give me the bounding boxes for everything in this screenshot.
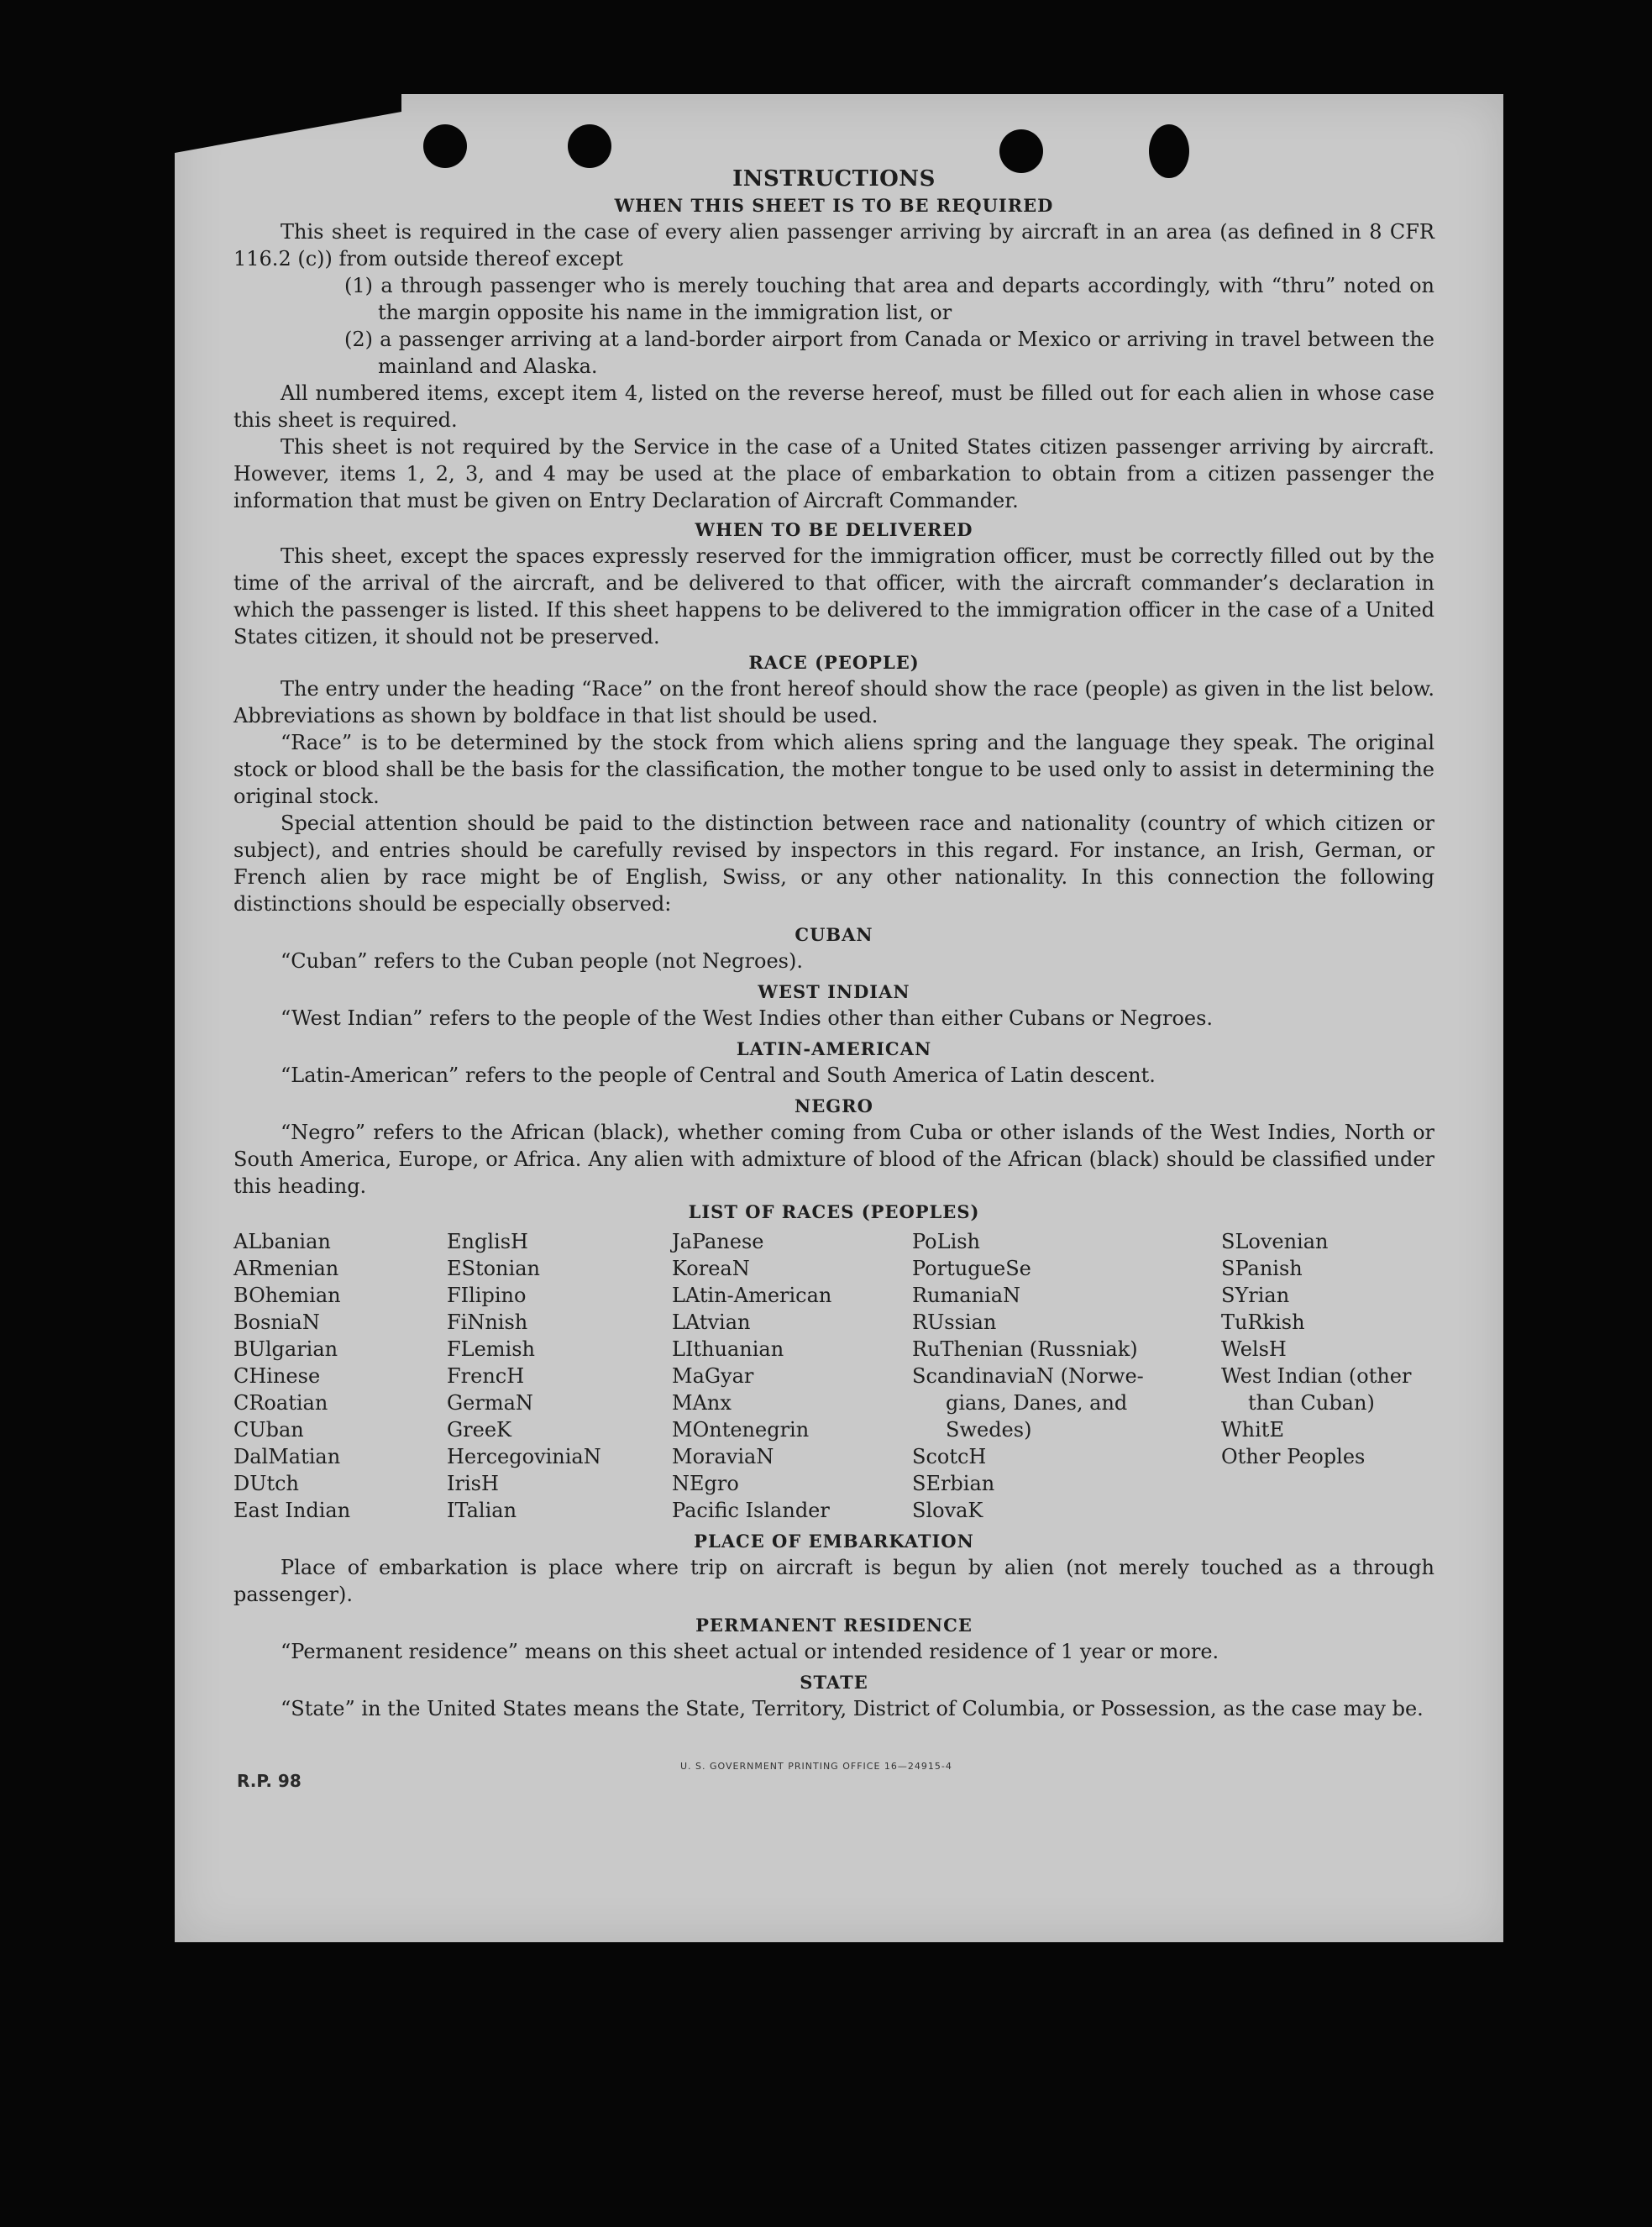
paragraph: The entry under the heading “Race” on the front hereof should show the race (people) as given in the list below. Abbreviations as shown by boldface in that list should be used. xyxy=(233,677,1434,727)
race-item: CUban xyxy=(233,1418,304,1442)
race-item: CRoatian xyxy=(233,1391,328,1415)
race-item: East Indian xyxy=(233,1499,351,1522)
race-item: TuRkish xyxy=(1221,1310,1305,1334)
race-item: DUtch xyxy=(233,1472,300,1495)
races-table xyxy=(233,1228,1411,1524)
race-item: SYrian xyxy=(1221,1284,1290,1307)
race-item: FIlipino xyxy=(447,1284,527,1307)
race-item: MaGyar xyxy=(672,1364,754,1388)
race-item: MOntenegrin xyxy=(672,1418,810,1442)
paragraph: “Cuban” refers to the Cuban people (not Negroes). xyxy=(281,949,803,973)
torn-corner xyxy=(175,94,401,153)
race-item: BOhemian xyxy=(233,1284,341,1307)
paragraph: “Race” is to be determined by the stock from which aliens spring and the language they speak. The original stock or blood shall be the basis for the classification, the mother tongue to be used only to assist in determining the original stock. xyxy=(233,731,1434,808)
race-item: GreeK xyxy=(447,1418,511,1442)
heading-when-delivered: WHEN TO BE DELIVERED xyxy=(695,519,973,540)
race-item: HercegoviniaN xyxy=(447,1445,601,1468)
heading-when-required: WHEN THIS SHEET IS TO BE REQUIRED xyxy=(614,195,1054,216)
punch-hole-1 xyxy=(423,124,467,168)
heading-state: STATE xyxy=(800,1672,868,1693)
heading-place-of-embarkation: PLACE OF EMBARKATION xyxy=(694,1531,974,1552)
race-item: EStonian xyxy=(447,1257,540,1280)
races-column-5 xyxy=(1221,1228,1411,1524)
race-item: BUlgarian xyxy=(233,1337,338,1361)
exception-item-1: (1) a through passenger who is merely touching that area and departs accordingly, with “thru” noted on the margin opposite his name in the immigration list, or xyxy=(344,274,1434,324)
race-item: gians, Danes, and xyxy=(946,1391,1128,1415)
paragraph: Place of embarkation is place where trip on aircraft is begun by alien (not merely touched as a through passenger). xyxy=(233,1556,1434,1606)
heading-list-of-races: LIST OF RACES (PEOPLES) xyxy=(688,1201,980,1222)
race-item: RuThenian (Russniak) xyxy=(912,1337,1138,1361)
races-column-2 xyxy=(447,1228,672,1524)
race-item: SlovaK xyxy=(912,1499,983,1522)
race-item: LAtvian xyxy=(672,1310,751,1334)
form-number: R.P. 98 xyxy=(237,1771,302,1791)
race-item: EnglisH xyxy=(447,1230,528,1253)
race-item: KoreaN xyxy=(672,1257,750,1280)
paragraph: “West Indian” refers to the people of the West Indies other than either Cubans or Negroes. xyxy=(281,1006,1214,1030)
race-item: ScotcH xyxy=(912,1445,987,1468)
race-item: PortugueSe xyxy=(912,1257,1031,1280)
race-item: Other Peoples xyxy=(1221,1445,1366,1468)
race-item: RUssian xyxy=(912,1310,997,1334)
paragraph: This sheet is not required by the Service in the case of a United States citizen passenger arriving by aircraft. However, items 1, 2, 3, and 4 may be used at the place of embarkation to obtain from a citizen passenger the information that must be given on Entry Declaration of Aircraft Commander. xyxy=(233,435,1434,512)
race-item: DalMatian xyxy=(233,1445,341,1468)
race-item: RumaniaN xyxy=(912,1284,1021,1307)
exception-item-2: (2) a passenger arriving at a land-border airport from Canada or Mexico or arriving in travel between the mainland and Alaska. xyxy=(344,328,1434,378)
paragraph: “Negro” refers to the African (black), whether coming from Cuba or other islands of the West Indies, North or South America, Europe, or Africa. Any alien with admixture of blood of the African (black) should be classified under this heading. xyxy=(233,1121,1434,1198)
race-item: CHinese xyxy=(233,1364,321,1388)
heading-negro: NEGRO xyxy=(795,1095,873,1116)
race-item: SErbian xyxy=(912,1472,995,1495)
paragraph: This sheet is required in the case of every alien passenger arriving by aircraft in an area (as defined in 8 CFR 116.2 (c)) from outside thereof except xyxy=(233,220,1434,270)
race-item: FrencH xyxy=(447,1364,525,1388)
race-item: FLemish xyxy=(447,1337,535,1361)
races-column-4 xyxy=(912,1228,1221,1524)
race-item: ScandinaviaN (Norwe- xyxy=(912,1364,1144,1388)
race-item: IrisH xyxy=(447,1472,499,1495)
race-item: West Indian (other xyxy=(1221,1364,1412,1388)
punch-hole-2 xyxy=(568,124,611,168)
race-item: Pacific Islander xyxy=(672,1499,830,1522)
paragraph: Special attention should be paid to the distinction between race and nationality (country of which citizen or subject), and entries should be carefully revised by inspectors in this regard. For instance, an Irish, German, or French alien by race might be of English, Swiss, or any other nationality. In this connection the following distinctions should be especially observed: xyxy=(233,811,1434,916)
heading-west-indian: WEST INDIAN xyxy=(758,981,910,1002)
race-item: than Cuban) xyxy=(1248,1391,1375,1415)
race-item: LIthuanian xyxy=(672,1337,784,1361)
paragraph: “Permanent residence” means on this sheet actual or intended residence of 1 year or more. xyxy=(281,1640,1219,1663)
race-item: PoLish xyxy=(912,1230,981,1253)
printer-imprint: U. S. GOVERNMENT PRINTING OFFICE 16—24915-4 xyxy=(680,1761,952,1772)
race-item: LAtin-American xyxy=(672,1284,832,1307)
race-item: NEgro xyxy=(672,1472,739,1495)
race-item: Swedes) xyxy=(946,1418,1032,1442)
paragraph: “State” in the United States means the State, Territory, District of Columbia, or Possession, as the case may be. xyxy=(281,1697,1424,1720)
race-item: MoraviaN xyxy=(672,1445,774,1468)
heading-cuban: CUBAN xyxy=(795,924,873,945)
race-item: WhitE xyxy=(1221,1418,1284,1442)
race-item: GermaN xyxy=(447,1391,533,1415)
race-item: WelsH xyxy=(1221,1337,1287,1361)
page-title: INSTRUCTIONS xyxy=(732,166,936,192)
races-column-1 xyxy=(233,1228,447,1524)
heading-permanent-residence: PERMANENT RESIDENCE xyxy=(695,1615,973,1636)
paragraph: All numbered items, except item 4, listed on the reverse hereof, must be filled out for each alien in whose case this sheet is required. xyxy=(233,381,1434,432)
race-item: BosniaN xyxy=(233,1310,320,1334)
race-item: ALbanian xyxy=(233,1230,331,1253)
race-item: SPanish xyxy=(1221,1257,1303,1280)
heading-latin-american: LATIN-AMERICAN xyxy=(736,1038,932,1059)
race-item: SLovenian xyxy=(1221,1230,1329,1253)
race-item: MAnx xyxy=(672,1391,732,1415)
races-column-3 xyxy=(672,1228,912,1524)
race-item: FiNnish xyxy=(447,1310,528,1334)
race-item: ITalian xyxy=(447,1499,517,1522)
race-item: JaPanese xyxy=(672,1230,764,1253)
instructions-text xyxy=(233,165,1434,1722)
paragraph: This sheet, except the spaces expressly reserved for the immigration officer, must be correctly filled out by the time of the arrival of the aircraft, and be delivered to that officer, with the aircraft commander’s declaration in which the passenger is listed. If this sheet happens to be delivered to the immigration officer in the case of a United States citizen, it should not be preserved. xyxy=(233,544,1434,649)
heading-race: RACE (PEOPLE) xyxy=(748,652,920,673)
paragraph: “Latin-American” refers to the people of Central and South America of Latin descent. xyxy=(281,1064,1156,1087)
race-item: ARmenian xyxy=(233,1257,339,1280)
